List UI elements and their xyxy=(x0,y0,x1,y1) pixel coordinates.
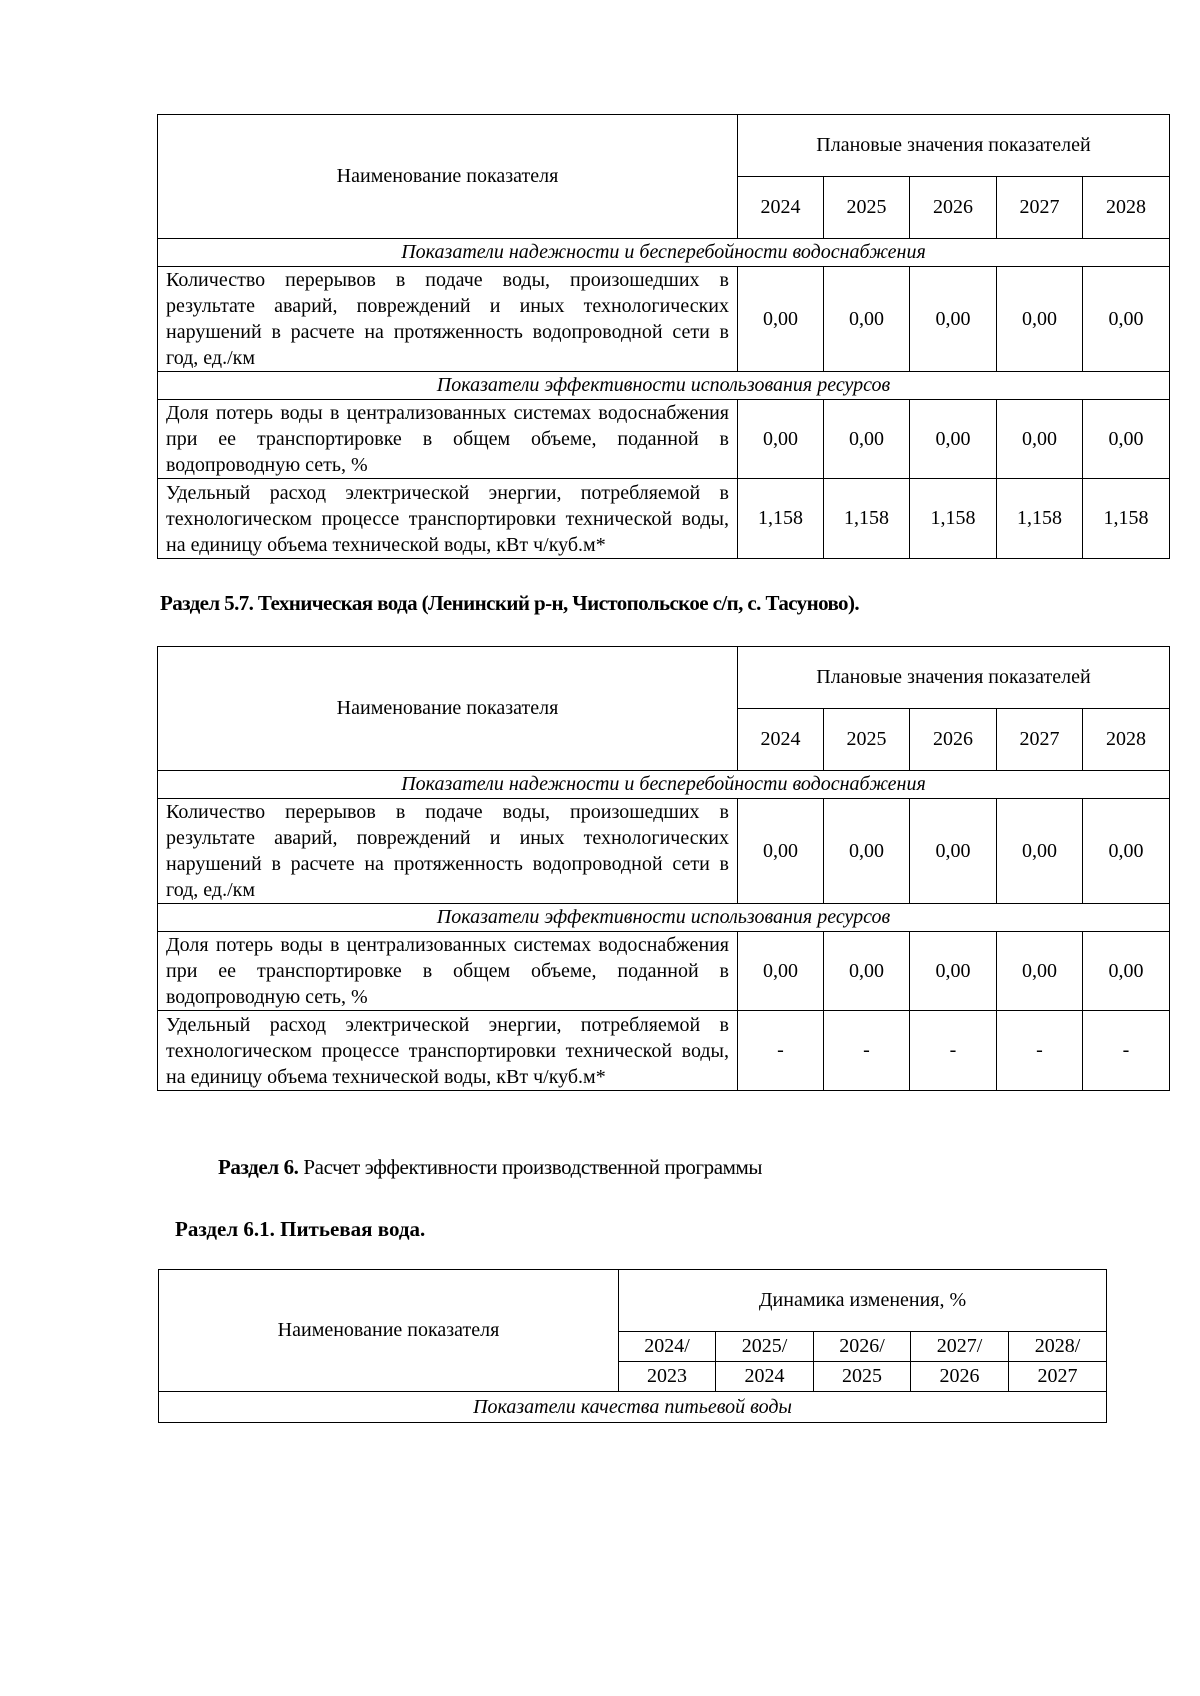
year-header: 2026 xyxy=(910,709,997,771)
section-heading-6-number: Раздел 6. xyxy=(218,1155,299,1179)
period-header-top: 2028/ xyxy=(1009,1332,1107,1362)
value-cell: 0,00 xyxy=(738,799,824,904)
value-cell: - xyxy=(1083,1011,1170,1091)
value-cell: 0,00 xyxy=(738,267,824,372)
value-cell: - xyxy=(824,1011,910,1091)
section-row-efficiency: Показатели эффективности использования ресурсов xyxy=(158,904,1170,932)
name-column-header: Наименование показателя xyxy=(158,115,738,239)
year-header: 2024 xyxy=(738,709,824,771)
value-cell: 0,00 xyxy=(1083,799,1170,904)
year-header: 2025 xyxy=(824,177,910,239)
value-cell: 0,00 xyxy=(824,932,910,1011)
section-heading-6 xyxy=(218,1155,762,1180)
indicators-table-2 xyxy=(157,646,1170,1091)
value-cell: 0,00 xyxy=(997,799,1083,904)
section-heading-6-1 xyxy=(175,1217,425,1242)
value-cell: 1,158 xyxy=(1083,479,1170,559)
period-header-top: 2026/ xyxy=(814,1332,911,1362)
section-heading-5-7 xyxy=(160,591,859,616)
year-header: 2028 xyxy=(1083,709,1170,771)
section-row-efficiency: Показатели эффективности использования ресурсов xyxy=(158,372,1170,400)
value-cell: 1,158 xyxy=(910,479,997,559)
value-cell: 0,00 xyxy=(1083,400,1170,479)
name-column-header: Наименование показателя xyxy=(158,647,738,771)
plan-values-header: Плановые значения показателей xyxy=(738,647,1170,709)
value-cell: 1,158 xyxy=(997,479,1083,559)
row-label-water-losses: Доля потерь воды в централизованных системах водоснабжения при ее транспортировке в общем объеме, поданной в водопроводную сеть, % xyxy=(158,400,738,479)
year-header: 2027 xyxy=(997,709,1083,771)
year-header: 2024 xyxy=(738,177,824,239)
value-cell: - xyxy=(910,1011,997,1091)
value-cell: 1,158 xyxy=(738,479,824,559)
value-cell: 0,00 xyxy=(824,400,910,479)
year-header: 2026 xyxy=(910,177,997,239)
value-cell: 0,00 xyxy=(1083,267,1170,372)
value-cell: 0,00 xyxy=(997,400,1083,479)
value-cell: 0,00 xyxy=(1083,932,1170,1011)
value-cell: 0,00 xyxy=(910,799,997,904)
section-row-water-quality: Показатели качества питьевой воды xyxy=(159,1392,1107,1423)
value-cell: 0,00 xyxy=(824,267,910,372)
value-cell: - xyxy=(997,1011,1083,1091)
row-label-interruptions: Количество перерывов в подаче воды, произошедших в результате аварий, повреждений и иных технологических нарушений в расчете на протяженность водопроводной сети в год, ед./км xyxy=(158,267,738,372)
section-heading-5-7-text: Раздел 5.7. Техническая вода (Ленинский р-н, Чистопольское с/п, с. Тасуново). xyxy=(160,591,859,615)
value-cell: 0,00 xyxy=(910,400,997,479)
row-label-energy-consumption: Удельный расход электрической энергии, потребляемой в технологическом процессе транспортировки технической воды, на единицу объема технической воды, кВт ч/куб.м* xyxy=(158,479,738,559)
dynamics-header: Динамика изменения, % xyxy=(619,1270,1107,1332)
period-header-bottom: 2025 xyxy=(814,1362,911,1392)
value-cell: 0,00 xyxy=(738,400,824,479)
indicators-table-1 xyxy=(157,114,1170,559)
value-cell: 1,158 xyxy=(824,479,910,559)
value-cell: 0,00 xyxy=(738,932,824,1011)
period-header-top: 2027/ xyxy=(911,1332,1009,1362)
section-row-reliability: Показатели надежности и бесперебойности водоснабжения xyxy=(158,239,1170,267)
period-header-bottom: 2026 xyxy=(911,1362,1009,1392)
value-cell: 0,00 xyxy=(997,932,1083,1011)
value-cell: 0,00 xyxy=(997,267,1083,372)
period-header-top: 2025/ xyxy=(716,1332,814,1362)
value-cell: 0,00 xyxy=(824,799,910,904)
year-header: 2027 xyxy=(997,177,1083,239)
period-header-top: 2024/ xyxy=(619,1332,716,1362)
value-cell: 0,00 xyxy=(910,932,997,1011)
period-header-bottom: 2027 xyxy=(1009,1362,1107,1392)
row-label-water-losses: Доля потерь воды в централизованных системах водоснабжения при ее транспортировке в общем объеме, поданной в водопроводную сеть, % xyxy=(158,932,738,1011)
row-label-energy-consumption: Удельный расход электрической энергии, потребляемой в технологическом процессе транспортировки технической воды, на единицу объема технической воды, кВт ч/куб.м* xyxy=(158,1011,738,1091)
section-heading-6-title: Расчет эффективности производственной программы xyxy=(298,1155,763,1179)
section-heading-6-1-text: Раздел 6.1. Питьевая вода. xyxy=(175,1217,426,1241)
period-header-bottom: 2024 xyxy=(716,1362,814,1392)
year-header: 2025 xyxy=(824,709,910,771)
name-column-header: Наименование показателя xyxy=(159,1270,619,1392)
value-cell: 0,00 xyxy=(910,267,997,372)
value-cell: - xyxy=(738,1011,824,1091)
row-label-interruptions: Количество перерывов в подаче воды, произошедших в результате аварий, повреждений и иных технологических нарушений в расчете на протяженность водопроводной сети в год, ед./км xyxy=(158,799,738,904)
year-header: 2028 xyxy=(1083,177,1170,239)
section-row-reliability: Показатели надежности и бесперебойности водоснабжения xyxy=(158,771,1170,799)
plan-values-header: Плановые значения показателей xyxy=(738,115,1170,177)
period-header-bottom: 2023 xyxy=(619,1362,716,1392)
dynamics-table xyxy=(158,1269,1107,1423)
